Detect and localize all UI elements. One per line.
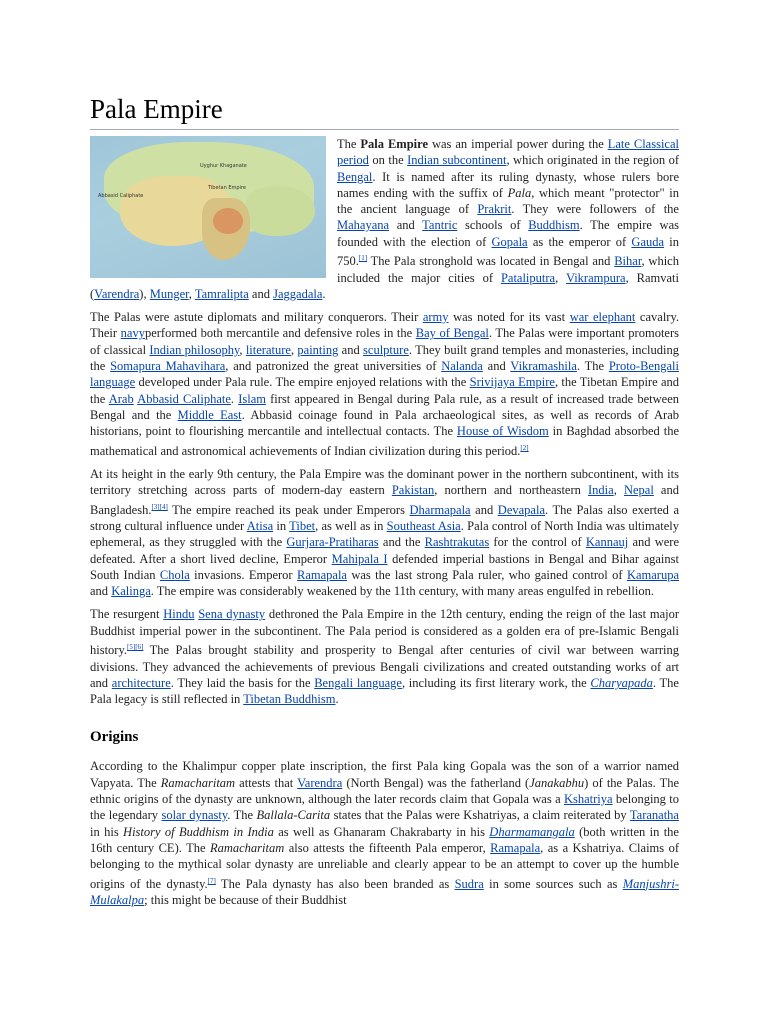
text: At its height in the early 9th century, the Pala Empire was the dominant power in the northern subcontinent, with its territory stretching across parts of modern-day eastern	[90, 466, 679, 498]
text: and	[389, 218, 423, 233]
link[interactable]: Varendra	[94, 286, 140, 301]
link[interactable]: Kamarupa	[626, 567, 679, 582]
article	[90, 92, 679, 908]
link[interactable]: India	[588, 483, 614, 498]
text: , which included the major cities of	[337, 254, 679, 285]
citation-link[interactable]: [7]	[207, 876, 216, 885]
text: defended imperial bastions in Bengal and Bihar against South Indian	[90, 551, 679, 582]
link[interactable]: Arab	[108, 391, 134, 406]
text: in some sources such as	[483, 876, 623, 891]
text: . They laid the basis for the	[170, 675, 315, 690]
text: belonging to the legendary	[90, 792, 679, 823]
paragraph-decline	[90, 606, 679, 707]
link[interactable]: Mahipala I	[331, 551, 388, 566]
link[interactable]: Gurjara-Pratiharas	[286, 535, 379, 550]
text: and	[338, 342, 364, 357]
text: and	[90, 584, 112, 599]
text: in	[273, 519, 290, 533]
text: The empire reached its peak under Emperors	[167, 502, 410, 517]
section-heading-wrap	[90, 729, 679, 746]
text: and	[470, 502, 498, 517]
link[interactable]: painting	[297, 342, 339, 357]
text: developed under Pala rule. The empire enjoyed relations with the	[135, 375, 470, 390]
text: . They were followers of the	[511, 202, 679, 217]
map-image[interactable]	[90, 136, 326, 278]
link[interactable]: solar dynasty	[161, 808, 228, 823]
link[interactable]: Kshatriya	[563, 792, 613, 807]
link[interactable]: Kannauj	[585, 535, 629, 550]
link[interactable]: Nalanda	[441, 359, 483, 374]
text: , the Tibetan Empire and the	[90, 375, 680, 406]
link[interactable]: Abbasid Caliphate	[137, 391, 231, 406]
text: cavalry. Their	[90, 310, 680, 341]
text: for the control of	[489, 535, 586, 550]
text: as well as Ghanaram Chakrabarty in his	[273, 824, 490, 839]
text: in his	[90, 824, 124, 839]
text: ,	[239, 342, 246, 357]
map-label: Abbasid Caliphate	[98, 193, 144, 199]
text: The	[337, 137, 361, 151]
text: , and patronized the great universities of	[225, 359, 442, 374]
text: , which originated in the region of	[506, 153, 679, 168]
text: , including its first literary work, the	[401, 675, 591, 690]
link[interactable]: Mahayana	[337, 218, 390, 233]
text: states that the Palas were Kshatriyas, a claim reiterated by	[330, 808, 630, 823]
text: . The	[576, 359, 609, 374]
text: . The Palas also exerted a strong cultural influence under	[90, 502, 679, 533]
map-label: Uyghur Khaganate	[200, 163, 247, 169]
text: also attests the fifteenth Pala emperor,	[284, 840, 491, 855]
text: invasions. Emperor	[189, 567, 297, 582]
text: ),	[139, 286, 150, 301]
page-title: Pala Empire	[90, 92, 679, 130]
text: (both written in the 16th century CE). The	[90, 824, 679, 855]
map-pala-territory	[213, 208, 243, 234]
text: in Baghdad absorbed the mathematical and astronomical achievements of Indian civilization during this period.	[90, 424, 679, 458]
text: . Abbasid coinage found in Pala archaeological sites, as well as records of Arab historians, point to flourishing mercantile and intellectual contacts. The	[90, 407, 679, 439]
text: .	[335, 692, 339, 707]
text: dethroned the Pala Empire in the 12th century, ending the reign of the last major Buddhist imperial power in the subcontinent. The Pala period is considered as a golden era of pre-Islamic Bengali history.	[90, 607, 680, 658]
text: attests that	[235, 775, 298, 790]
link[interactable]: Munger	[149, 286, 189, 301]
link[interactable]: Late Classical period	[337, 137, 679, 168]
link[interactable]: war elephant	[569, 310, 636, 325]
link[interactable]: Gopala	[491, 234, 528, 249]
text: The Palas were astute diplomats and military conquerors. Their	[90, 310, 423, 325]
text: ) of the Palas. The ethnic origins of the dynasty are unknown, although the later records claim that Gopala was a	[90, 775, 679, 807]
text: . The empire was considerably weakened by the 11th century, with many areas engulfed in rebellion.	[150, 584, 654, 599]
citation-link[interactable]: [5][6]	[127, 643, 144, 652]
link[interactable]: Taranatha	[629, 808, 679, 823]
link[interactable]: architecture	[111, 675, 171, 690]
link[interactable]: Dharmamangala	[489, 824, 575, 839]
text: , Ramvati (	[90, 270, 680, 301]
italic-term: Ramacharitam	[209, 840, 285, 855]
link[interactable]: Southeast Asia	[386, 519, 461, 533]
link[interactable]: Nepal	[623, 483, 654, 498]
link[interactable]: Tantric	[422, 218, 458, 233]
text: , as well as in	[315, 519, 387, 533]
text: The Pala stronghold was located in Bengal and	[367, 254, 615, 269]
text: . It is named after its ruling dynasty, whose rulers bore names ending with the suffix of	[337, 169, 679, 200]
link[interactable]: Dharmapala	[409, 502, 471, 517]
link[interactable]: Varendra	[297, 775, 343, 790]
link[interactable]: Kalinga	[111, 584, 151, 599]
text: and were defeated. After a short lived decline, Emperor	[90, 535, 679, 566]
link[interactable]: Somapura Mahavihara	[110, 359, 226, 374]
text: was the last strong Pala ruler, who gained control of	[346, 567, 627, 582]
text: . They built grand temples and monasteries, including the	[90, 342, 679, 374]
text: first appeared in Bengal during Pala rule, as a result of increased trade between Bengal and the	[90, 391, 679, 422]
text: and the	[378, 535, 425, 550]
text: , as a Kshatriya. Claims of belonging to the mythical solar dynasty are unreliable and clearly appear to be an attempt to cover up the humble origins of the dynasty.	[90, 840, 679, 891]
text: . The empire was founded with the election of	[337, 218, 679, 249]
text: ; this might be because of their Buddhist	[144, 892, 347, 907]
link[interactable]: Bengali language	[314, 675, 402, 690]
citation-link[interactable]: [3][4]	[151, 502, 168, 511]
paragraph-diplomacy	[90, 309, 679, 459]
link[interactable]: navy	[120, 326, 145, 341]
text: (North Bengal) was the fatherland (	[342, 775, 530, 790]
text: in 750.	[337, 234, 679, 269]
text: According to the Khalimpur copper plate inscription, the first Pala king Gopala was the son of a warrior named Vapyata. The	[90, 759, 679, 790]
text: . The	[227, 808, 257, 823]
link[interactable]: Indian subcontinent	[407, 153, 507, 168]
text: schools of	[457, 218, 529, 233]
link[interactable]: Ramapala	[490, 840, 541, 855]
map-landmass	[245, 186, 315, 236]
text: and	[482, 359, 511, 374]
intro-paragraph	[90, 136, 679, 302]
link[interactable]: Ramapala	[296, 567, 347, 582]
text: .	[230, 391, 239, 406]
link[interactable]: Tamralipta	[194, 286, 249, 301]
text: ,	[555, 270, 566, 285]
paragraph-origins	[90, 758, 679, 908]
link[interactable]: Devapala	[497, 502, 545, 517]
link[interactable]: Pakistan	[391, 483, 435, 498]
link[interactable]: Vikrampura	[565, 270, 626, 285]
link[interactable]: Gauda	[631, 234, 665, 249]
text: performed both mercantile and defensive roles in the	[144, 326, 416, 341]
link[interactable]: Indian philosophy	[149, 342, 240, 357]
link[interactable]: Jaggadala	[273, 286, 323, 301]
link[interactable]: Srivijaya Empire	[469, 375, 555, 390]
link[interactable]: Pataliputra	[500, 270, 556, 285]
link[interactable]: Bay of Bengal	[415, 326, 489, 341]
link[interactable]: Sudra	[454, 876, 484, 891]
section-heading-origins: Origins	[90, 729, 139, 746]
link[interactable]: Sena dynasty	[198, 607, 266, 622]
link[interactable]: Buddhism	[528, 218, 580, 233]
text: on the	[368, 153, 408, 168]
text: , northern and northeastern	[434, 483, 589, 498]
text: ,	[613, 483, 624, 498]
link[interactable]: Hindu	[163, 607, 195, 622]
text: . The Pala legacy is still reflected in	[90, 675, 679, 707]
text: . The Palas were important promoters of classical	[90, 326, 679, 357]
citation-link[interactable]: [1]	[358, 254, 368, 263]
text: and Bangladesh.	[90, 483, 679, 517]
text: and	[248, 286, 274, 301]
link[interactable]: Chola	[159, 567, 190, 582]
link[interactable]: Manjushri-Mulakalpa	[90, 876, 679, 907]
link[interactable]: Middle East	[177, 407, 242, 422]
link[interactable]: Prakrit	[477, 202, 512, 217]
italic-term: Pala	[507, 185, 532, 200]
link[interactable]: literature	[245, 342, 291, 357]
text: was an imperial power during the	[428, 137, 608, 151]
link[interactable]: Atisa	[246, 519, 274, 533]
text: .	[322, 286, 326, 301]
link[interactable]: army	[422, 310, 449, 325]
text: The Pala dynasty has also been branded as	[215, 876, 455, 891]
text: The Palas brought stability and prosperity to Bengal after centuries of civil war between warring divisions. They advanced the achievements of previous Bengali civilizations and created outstanding works of art and	[90, 643, 679, 690]
text: was noted for its vast	[448, 310, 570, 325]
link[interactable]: Bihar	[614, 254, 642, 269]
link[interactable]: Bengal	[337, 169, 373, 184]
link[interactable]: Tibet	[289, 519, 316, 533]
italic-term: Ballala-Carita	[256, 808, 331, 823]
text: ,	[290, 342, 298, 357]
map-label: Tibetan Empire	[208, 185, 246, 191]
link[interactable]: Rashtrakutas	[424, 535, 490, 550]
link[interactable]: Charyapada	[590, 675, 653, 690]
bold-term: Pala Empire	[360, 137, 428, 151]
link[interactable]: Tibetan Buddhism	[243, 692, 336, 707]
italic-term: Janakabhu	[529, 775, 585, 790]
link[interactable]: House of Wisdom	[456, 424, 549, 439]
text: . Pala control of North India was ultimately ephemeral, as they struggled with the	[90, 519, 679, 550]
text: , which meant "protector" in the ancient language of	[337, 185, 679, 217]
text: The resurgent	[90, 607, 164, 622]
citation-link[interactable]: [2]	[520, 443, 529, 452]
link[interactable]: sculpture	[363, 342, 409, 357]
link[interactable]: Vikramashila	[510, 359, 577, 374]
link[interactable]: Proto-Bengali language	[90, 359, 679, 390]
italic-term: History of Buddhism in India	[123, 824, 274, 839]
paragraph-height	[90, 466, 679, 600]
link[interactable]: Islam	[238, 391, 266, 406]
italic-term: Ramacharitam	[160, 775, 236, 790]
text: as the emperor of	[527, 234, 632, 249]
text: ,	[188, 286, 195, 301]
